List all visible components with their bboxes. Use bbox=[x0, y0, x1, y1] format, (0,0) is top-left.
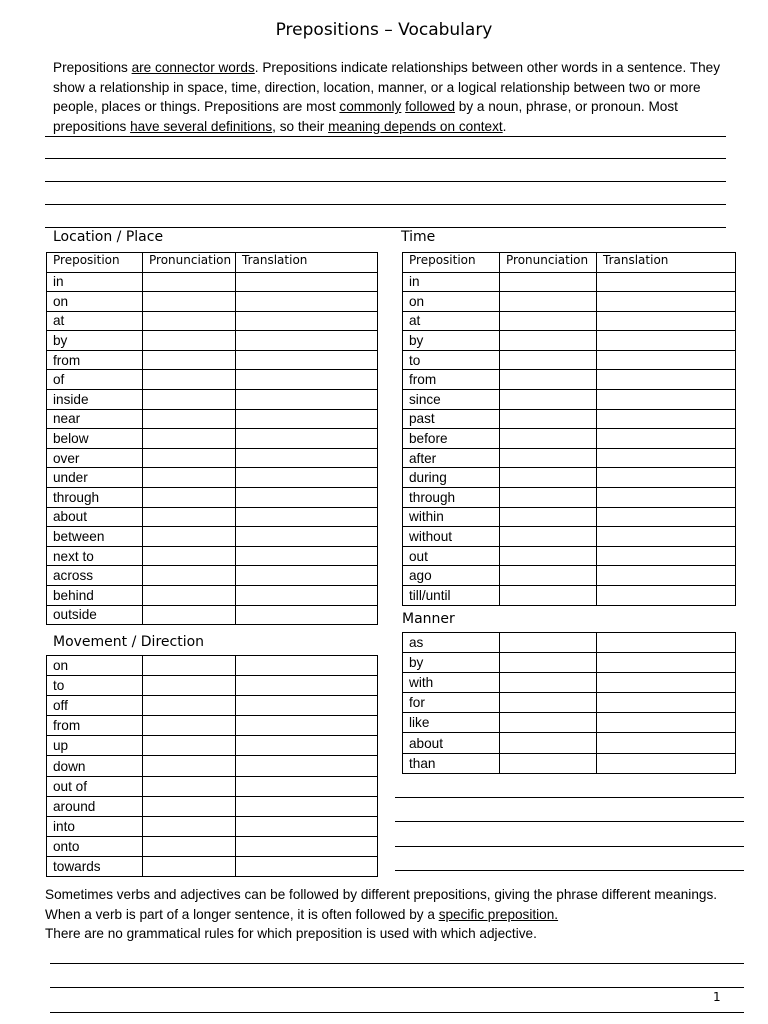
preposition-cell: like bbox=[403, 713, 500, 733]
table-row bbox=[47, 696, 378, 716]
pronunciation-cell[interactable] bbox=[500, 311, 597, 331]
table-row bbox=[403, 566, 736, 586]
table-row bbox=[47, 409, 378, 429]
pronunciation-cell[interactable] bbox=[500, 370, 597, 390]
translation-cell[interactable] bbox=[236, 756, 378, 776]
preposition-cell: down bbox=[47, 756, 143, 776]
preposition-cell: since bbox=[403, 390, 500, 410]
page-number: 1 bbox=[713, 990, 721, 1004]
translation-cell[interactable] bbox=[597, 653, 736, 673]
translation-cell[interactable] bbox=[597, 272, 736, 292]
translation-cell[interactable] bbox=[236, 311, 378, 331]
pronunciation-cell[interactable] bbox=[143, 696, 236, 716]
pronunciation-cell[interactable] bbox=[500, 292, 597, 312]
outro-line: When a verb is part of a longer sentence, it is often followed by a specific preposition. bbox=[45, 906, 559, 922]
writing-line bbox=[395, 870, 744, 871]
outro-line: Sometimes verbs and adjectives can be followed by different prepositions, giving the phrase different meanings. bbox=[45, 887, 718, 902]
table-row bbox=[47, 546, 378, 566]
translation-cell[interactable] bbox=[597, 693, 736, 713]
outro-line: There are no grammatical rules for which preposition is used with which adjective. bbox=[45, 926, 537, 941]
preposition-cell: off bbox=[47, 696, 143, 716]
table-row bbox=[47, 676, 378, 696]
translation-cell[interactable] bbox=[236, 676, 378, 696]
pronunciation-cell[interactable] bbox=[143, 756, 236, 776]
translation-cell[interactable] bbox=[597, 713, 736, 733]
translation-cell[interactable] bbox=[597, 673, 736, 693]
translation-cell[interactable] bbox=[236, 331, 378, 351]
preposition-cell: about bbox=[403, 733, 500, 753]
preposition-cell: up bbox=[47, 736, 143, 756]
pronunciation-cell[interactable] bbox=[500, 546, 597, 566]
translation-cell[interactable] bbox=[597, 292, 736, 312]
preposition-cell: near bbox=[47, 409, 143, 429]
header-preposition: Preposition bbox=[403, 253, 500, 273]
pronunciation-cell[interactable] bbox=[500, 468, 597, 488]
table-row bbox=[47, 468, 378, 488]
translation-cell[interactable] bbox=[236, 390, 378, 410]
preposition-cell: over bbox=[47, 448, 143, 468]
preposition-cell: on bbox=[47, 656, 143, 676]
pronunciation-cell[interactable] bbox=[143, 507, 236, 527]
writing-line bbox=[50, 987, 744, 988]
translation-cell[interactable] bbox=[597, 733, 736, 753]
table-row bbox=[403, 448, 736, 468]
pronunciation-cell[interactable] bbox=[143, 836, 236, 856]
pronunciation-cell[interactable] bbox=[500, 673, 597, 693]
preposition-cell: around bbox=[47, 796, 143, 816]
preposition-cell: from bbox=[47, 716, 143, 736]
translation-cell[interactable] bbox=[236, 586, 378, 606]
pronunciation-cell[interactable] bbox=[143, 776, 236, 796]
table-row bbox=[47, 272, 378, 292]
table-row bbox=[47, 331, 378, 351]
pronunciation-cell[interactable] bbox=[143, 716, 236, 736]
preposition-cell: behind bbox=[47, 586, 143, 606]
pronunciation-cell[interactable] bbox=[500, 331, 597, 351]
translation-cell[interactable] bbox=[597, 311, 736, 331]
translation-cell[interactable] bbox=[597, 390, 736, 410]
manner-table bbox=[402, 632, 736, 774]
translation-cell[interactable] bbox=[236, 546, 378, 566]
header-translation: Translation bbox=[597, 253, 736, 273]
pronunciation-cell[interactable] bbox=[500, 390, 597, 410]
preposition-cell: at bbox=[47, 311, 143, 331]
pronunciation-cell[interactable] bbox=[143, 448, 236, 468]
preposition-cell: till/until bbox=[403, 586, 500, 606]
translation-cell[interactable] bbox=[236, 370, 378, 390]
preposition-cell: in bbox=[403, 272, 500, 292]
pronunciation-cell[interactable] bbox=[143, 566, 236, 586]
table-row bbox=[403, 713, 736, 733]
table-row bbox=[47, 311, 378, 331]
translation-cell[interactable] bbox=[236, 488, 378, 508]
pronunciation-cell[interactable] bbox=[500, 566, 597, 586]
page-title: Prepositions – Vocabulary bbox=[275, 20, 493, 40]
pronunciation-cell[interactable] bbox=[500, 409, 597, 429]
table-row bbox=[403, 311, 736, 331]
pronunciation-cell[interactable] bbox=[143, 390, 236, 410]
section-heading-location: Location / Place bbox=[53, 229, 164, 245]
translation-cell[interactable] bbox=[597, 488, 736, 508]
pronunciation-cell[interactable] bbox=[143, 429, 236, 449]
translation-cell[interactable] bbox=[236, 776, 378, 796]
preposition-cell: outside bbox=[47, 605, 143, 625]
preposition-cell: by bbox=[403, 331, 500, 351]
pronunciation-cell[interactable] bbox=[143, 856, 236, 876]
preposition-cell: to bbox=[403, 350, 500, 370]
preposition-cell: for bbox=[403, 693, 500, 713]
translation-cell[interactable] bbox=[236, 468, 378, 488]
table-row bbox=[47, 527, 378, 547]
pronunciation-cell[interactable] bbox=[500, 350, 597, 370]
table-row bbox=[47, 350, 378, 370]
translation-cell[interactable] bbox=[597, 331, 736, 351]
header-preposition: Preposition bbox=[47, 253, 143, 273]
table-row bbox=[403, 693, 736, 713]
translation-cell[interactable] bbox=[597, 448, 736, 468]
table-row bbox=[403, 733, 736, 753]
translation-cell[interactable] bbox=[236, 448, 378, 468]
pronunciation-cell[interactable] bbox=[143, 409, 236, 429]
table-header-row bbox=[47, 253, 378, 273]
outro-paragraph bbox=[45, 885, 745, 944]
table-row bbox=[47, 605, 378, 625]
table-row bbox=[403, 409, 736, 429]
translation-cell[interactable] bbox=[236, 696, 378, 716]
preposition-cell: from bbox=[47, 350, 143, 370]
translation-cell[interactable] bbox=[597, 566, 736, 586]
preposition-cell: past bbox=[403, 409, 500, 429]
pronunciation-cell[interactable] bbox=[500, 429, 597, 449]
translation-cell[interactable] bbox=[597, 753, 736, 773]
translation-cell[interactable] bbox=[597, 527, 736, 547]
pronunciation-cell[interactable] bbox=[143, 736, 236, 756]
translation-cell[interactable] bbox=[597, 429, 736, 449]
pronunciation-cell[interactable] bbox=[500, 633, 597, 653]
table-header-row bbox=[403, 253, 736, 273]
preposition-cell: out of bbox=[47, 776, 143, 796]
table-row bbox=[47, 736, 378, 756]
table-row bbox=[403, 653, 736, 673]
writing-line bbox=[45, 158, 726, 159]
table-row bbox=[403, 429, 736, 449]
table-row bbox=[47, 429, 378, 449]
preposition-cell: of bbox=[47, 370, 143, 390]
translation-cell[interactable] bbox=[236, 836, 378, 856]
translation-cell[interactable] bbox=[236, 716, 378, 736]
translation-cell[interactable] bbox=[236, 605, 378, 625]
writing-line bbox=[395, 821, 744, 822]
pronunciation-cell[interactable] bbox=[143, 272, 236, 292]
table-row bbox=[403, 468, 736, 488]
table-row bbox=[403, 507, 736, 527]
writing-line bbox=[45, 136, 726, 137]
pronunciation-cell[interactable] bbox=[500, 527, 597, 547]
table-row bbox=[47, 816, 378, 836]
writing-line bbox=[50, 963, 744, 964]
section-heading-movement: Movement / Direction bbox=[53, 634, 205, 650]
table-row bbox=[47, 586, 378, 606]
preposition-cell: without bbox=[403, 527, 500, 547]
translation-cell[interactable] bbox=[236, 507, 378, 527]
intro-paragraph: Prepositions are connector words. Prepositions indicate relationships between other words in a sentence. They show a relationship in space, time, direction, location, manner, or a logical relationship between two or more people, places or things. Prepositions are most commonly followed by a noun, phrase, or pronoun. Most prepositions have several definitions, so their meaning depends on context. bbox=[53, 60, 720, 134]
preposition-cell: before bbox=[403, 429, 500, 449]
translation-cell[interactable] bbox=[236, 272, 378, 292]
table-row bbox=[403, 370, 736, 390]
pronunciation-cell[interactable] bbox=[143, 816, 236, 836]
table-row bbox=[47, 370, 378, 390]
pronunciation-cell[interactable] bbox=[500, 586, 597, 606]
section-heading-manner: Manner bbox=[402, 611, 455, 627]
location-table bbox=[46, 252, 378, 625]
preposition-cell: during bbox=[403, 468, 500, 488]
header-pronunciation: Pronunciation bbox=[500, 253, 597, 273]
table-row bbox=[403, 753, 736, 773]
pronunciation-cell[interactable] bbox=[500, 753, 597, 773]
pronunciation-cell[interactable] bbox=[143, 350, 236, 370]
pronunciation-cell[interactable] bbox=[143, 676, 236, 696]
pronunciation-cell[interactable] bbox=[500, 507, 597, 527]
preposition-cell: towards bbox=[47, 856, 143, 876]
preposition-cell: to bbox=[47, 676, 143, 696]
table-row bbox=[403, 331, 736, 351]
translation-cell[interactable] bbox=[236, 566, 378, 586]
translation-cell[interactable] bbox=[236, 409, 378, 429]
preposition-cell: by bbox=[403, 653, 500, 673]
preposition-cell: in bbox=[47, 272, 143, 292]
preposition-cell: through bbox=[403, 488, 500, 508]
table-row bbox=[403, 546, 736, 566]
pronunciation-cell[interactable] bbox=[143, 605, 236, 625]
table-row bbox=[47, 796, 378, 816]
time-table bbox=[402, 252, 736, 606]
table-row bbox=[403, 586, 736, 606]
section-heading-time: Time bbox=[401, 229, 436, 245]
preposition-cell: across bbox=[47, 566, 143, 586]
writing-line bbox=[45, 204, 726, 205]
preposition-cell: than bbox=[403, 753, 500, 773]
pronunciation-cell[interactable] bbox=[143, 546, 236, 566]
movement-table bbox=[46, 655, 378, 877]
translation-cell[interactable] bbox=[597, 507, 736, 527]
translation-cell[interactable] bbox=[597, 546, 736, 566]
pronunciation-cell[interactable] bbox=[500, 653, 597, 673]
preposition-cell: from bbox=[403, 370, 500, 390]
pronunciation-cell[interactable] bbox=[143, 488, 236, 508]
pronunciation-cell[interactable] bbox=[500, 733, 597, 753]
preposition-cell: ago bbox=[403, 566, 500, 586]
table-row bbox=[47, 756, 378, 776]
preposition-cell: below bbox=[47, 429, 143, 449]
translation-cell[interactable] bbox=[236, 856, 378, 876]
preposition-cell: at bbox=[403, 311, 500, 331]
preposition-cell: by bbox=[47, 331, 143, 351]
preposition-cell: next to bbox=[47, 546, 143, 566]
preposition-cell: under bbox=[47, 468, 143, 488]
pronunciation-cell[interactable] bbox=[143, 796, 236, 816]
table-row bbox=[47, 656, 378, 676]
table-row bbox=[47, 566, 378, 586]
pronunciation-cell[interactable] bbox=[143, 656, 236, 676]
pronunciation-cell[interactable] bbox=[143, 468, 236, 488]
preposition-cell: onto bbox=[47, 836, 143, 856]
pronunciation-cell[interactable] bbox=[500, 713, 597, 733]
preposition-cell: inside bbox=[47, 390, 143, 410]
table-row bbox=[47, 836, 378, 856]
translation-cell[interactable] bbox=[597, 350, 736, 370]
table-row bbox=[47, 488, 378, 508]
pronunciation-cell[interactable] bbox=[143, 331, 236, 351]
table-row bbox=[47, 776, 378, 796]
header-translation: Translation bbox=[236, 253, 378, 273]
preposition-cell: on bbox=[47, 292, 143, 312]
translation-cell[interactable] bbox=[236, 736, 378, 756]
pronunciation-cell[interactable] bbox=[143, 311, 236, 331]
pronunciation-cell[interactable] bbox=[143, 292, 236, 312]
table-row bbox=[403, 390, 736, 410]
table-row bbox=[403, 350, 736, 370]
translation-cell[interactable] bbox=[597, 370, 736, 390]
translation-cell[interactable] bbox=[236, 656, 378, 676]
table-row bbox=[403, 527, 736, 547]
table-row bbox=[47, 390, 378, 410]
preposition-cell: as bbox=[403, 633, 500, 653]
pronunciation-cell[interactable] bbox=[500, 272, 597, 292]
pronunciation-cell[interactable] bbox=[500, 488, 597, 508]
translation-cell[interactable] bbox=[236, 429, 378, 449]
preposition-cell: on bbox=[403, 292, 500, 312]
pronunciation-cell[interactable] bbox=[143, 586, 236, 606]
preposition-cell: within bbox=[403, 507, 500, 527]
writing-line bbox=[395, 846, 744, 847]
table-row bbox=[403, 488, 736, 508]
table-row bbox=[403, 292, 736, 312]
preposition-cell: out bbox=[403, 546, 500, 566]
table-row bbox=[403, 272, 736, 292]
pronunciation-cell[interactable] bbox=[500, 448, 597, 468]
preposition-cell: after bbox=[403, 448, 500, 468]
writing-line bbox=[45, 227, 726, 228]
table-row bbox=[47, 292, 378, 312]
table-row bbox=[47, 448, 378, 468]
translation-cell[interactable] bbox=[597, 633, 736, 653]
translation-cell[interactable] bbox=[597, 409, 736, 429]
translation-cell[interactable] bbox=[236, 292, 378, 312]
preposition-cell: with bbox=[403, 673, 500, 693]
translation-cell[interactable] bbox=[236, 527, 378, 547]
preposition-cell: into bbox=[47, 816, 143, 836]
pronunciation-cell[interactable] bbox=[500, 693, 597, 713]
preposition-cell: about bbox=[47, 507, 143, 527]
pronunciation-cell[interactable] bbox=[143, 370, 236, 390]
translation-cell[interactable] bbox=[236, 796, 378, 816]
writing-line bbox=[50, 1012, 744, 1013]
preposition-cell: between bbox=[47, 527, 143, 547]
translation-cell[interactable] bbox=[236, 816, 378, 836]
table-row bbox=[47, 716, 378, 736]
header-pronunciation: Pronunciation bbox=[143, 253, 236, 273]
translation-cell[interactable] bbox=[597, 586, 736, 606]
table-row bbox=[47, 856, 378, 876]
table-row bbox=[403, 633, 736, 653]
preposition-cell: through bbox=[47, 488, 143, 508]
pronunciation-cell[interactable] bbox=[143, 527, 236, 547]
table-row bbox=[403, 673, 736, 693]
table-row bbox=[47, 507, 378, 527]
translation-cell[interactable] bbox=[597, 468, 736, 488]
translation-cell[interactable] bbox=[236, 350, 378, 370]
writing-line bbox=[395, 797, 744, 798]
writing-line bbox=[45, 181, 726, 182]
